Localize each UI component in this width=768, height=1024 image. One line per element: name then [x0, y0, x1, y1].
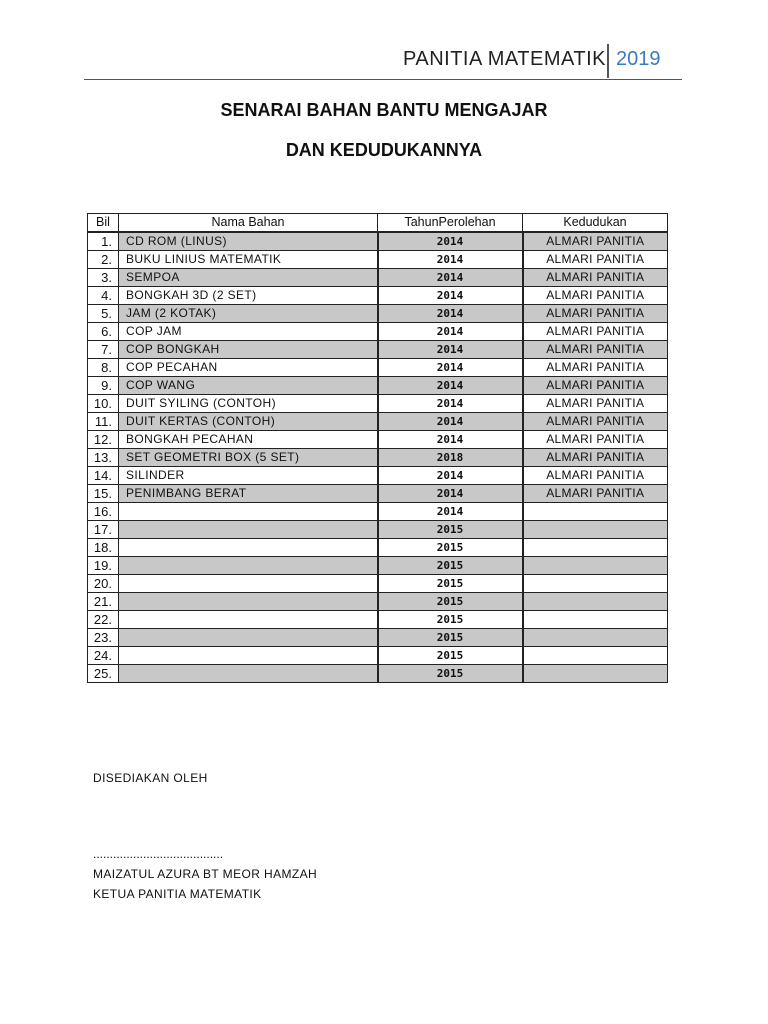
table-row	[88, 575, 668, 593]
cell-bil: 20.	[88, 575, 119, 593]
table-row	[88, 287, 668, 305]
cell-bil: 16.	[88, 503, 119, 521]
cell-tahun: 2014	[378, 341, 523, 359]
cell-kedudukan	[523, 647, 668, 665]
column-header-nama-bahan: Nama Bahan	[119, 214, 378, 233]
cell-bil: 14.	[88, 467, 119, 485]
table-row	[88, 611, 668, 629]
cell-kedudukan	[523, 593, 668, 611]
table-row	[88, 539, 668, 557]
cell-nama: SET GEOMETRI BOX (5 SET)	[119, 449, 378, 467]
document-title-line1: SENARAI BAHAN BANTU MENGAJAR	[220, 100, 548, 120]
cell-bil: 9.	[88, 377, 119, 395]
cell-kedudukan	[523, 521, 668, 539]
table-row	[88, 323, 668, 341]
cell-kedudukan: ALMARI PANITIA	[523, 269, 668, 287]
cell-tahun: 2015	[378, 557, 523, 575]
cell-bil: 1.	[88, 232, 119, 251]
table-row	[88, 377, 668, 395]
header-separator	[607, 44, 609, 78]
table-body	[88, 232, 668, 683]
materials-table	[87, 213, 668, 683]
cell-nama: BUKU LINIUS MATEMATIK	[119, 251, 378, 269]
table-row	[88, 359, 668, 377]
cell-nama	[119, 665, 378, 683]
header-title: PANITIA MATEMATIK	[403, 48, 606, 70]
cell-bil: 25.	[88, 665, 119, 683]
cell-tahun: 2014	[378, 413, 523, 431]
table-row	[88, 485, 668, 503]
cell-bil: 13.	[88, 449, 119, 467]
cell-tahun: 2015	[378, 539, 523, 557]
cell-kedudukan: ALMARI PANITIA	[523, 485, 668, 503]
cell-nama: JAM (2 KOTAK)	[119, 305, 378, 323]
cell-kedudukan	[523, 575, 668, 593]
cell-bil: 17.	[88, 521, 119, 539]
cell-kedudukan: ALMARI PANITIA	[523, 395, 668, 413]
cell-tahun: 2015	[378, 575, 523, 593]
table-row	[88, 305, 668, 323]
cell-bil: 19.	[88, 557, 119, 575]
cell-tahun: 2014	[378, 467, 523, 485]
cell-tahun: 2015	[378, 611, 523, 629]
table-row	[88, 593, 668, 611]
cell-kedudukan	[523, 539, 668, 557]
cell-kedudukan: ALMARI PANITIA	[523, 323, 668, 341]
cell-bil: 11.	[88, 413, 119, 431]
table-row	[88, 467, 668, 485]
cell-nama: COP BONGKAH	[119, 341, 378, 359]
cell-kedudukan: ALMARI PANITIA	[523, 359, 668, 377]
cell-bil: 10.	[88, 395, 119, 413]
cell-nama	[119, 503, 378, 521]
table-row	[88, 341, 668, 359]
table-row	[88, 431, 668, 449]
column-header-bil: Bil	[88, 214, 119, 233]
cell-bil: 18.	[88, 539, 119, 557]
cell-bil: 24.	[88, 647, 119, 665]
cell-bil: 21.	[88, 593, 119, 611]
cell-nama: PENIMBANG BERAT	[119, 485, 378, 503]
cell-nama	[119, 575, 378, 593]
cell-kedudukan: ALMARI PANITIA	[523, 305, 668, 323]
cell-nama: COP PECAHAN	[119, 359, 378, 377]
cell-tahun: 2015	[378, 629, 523, 647]
cell-kedudukan	[523, 557, 668, 575]
table-row	[88, 449, 668, 467]
cell-tahun: 2015	[378, 647, 523, 665]
cell-nama: DUIT KERTAS (CONTOH)	[119, 413, 378, 431]
cell-tahun: 2014	[378, 485, 523, 503]
cell-tahun: 2014	[378, 287, 523, 305]
table-row	[88, 521, 668, 539]
cell-nama	[119, 521, 378, 539]
table-row	[88, 251, 668, 269]
cell-tahun: 2014	[378, 359, 523, 377]
table-row	[88, 503, 668, 521]
cell-nama	[119, 557, 378, 575]
signature-line: .......................................	[93, 847, 224, 861]
document-title-line2: DAN KEDUDUKANNYA	[285, 140, 483, 160]
cell-tahun: 2015	[378, 665, 523, 683]
cell-kedudukan	[523, 629, 668, 647]
table-row	[88, 629, 668, 647]
cell-kedudukan: ALMARI PANITIA	[523, 341, 668, 359]
cell-bil: 4.	[88, 287, 119, 305]
cell-nama: COP WANG	[119, 377, 378, 395]
cell-nama	[119, 539, 378, 557]
cell-bil: 6.	[88, 323, 119, 341]
cell-tahun: 2014	[378, 232, 523, 251]
cell-kedudukan: ALMARI PANITIA	[523, 413, 668, 431]
header-rule	[84, 79, 682, 80]
cell-tahun: 2014	[378, 503, 523, 521]
cell-bil: 3.	[88, 269, 119, 287]
cell-bil: 12.	[88, 431, 119, 449]
cell-nama	[119, 611, 378, 629]
table-row	[88, 665, 668, 683]
cell-kedudukan	[523, 611, 668, 629]
cell-nama: BONGKAH 3D (2 SET)	[119, 287, 378, 305]
cell-bil: 15.	[88, 485, 119, 503]
cell-bil: 5.	[88, 305, 119, 323]
cell-nama: SEMPOA	[119, 269, 378, 287]
cell-kedudukan: ALMARI PANITIA	[523, 377, 668, 395]
cell-bil: 7.	[88, 341, 119, 359]
cell-nama	[119, 629, 378, 647]
table-row	[88, 413, 668, 431]
cell-bil: 22.	[88, 611, 119, 629]
cell-nama: SILINDER	[119, 467, 378, 485]
cell-kedudukan	[523, 665, 668, 683]
preparer-name: MAIZATUL AZURA BT MEOR HAMZAH	[93, 867, 318, 881]
cell-nama: CD ROM (LINUS)	[119, 232, 378, 251]
prepared-by-label: DISEDIAKAN OLEH	[93, 771, 208, 785]
table-header-row	[88, 214, 668, 233]
cell-kedudukan: ALMARI PANITIA	[523, 287, 668, 305]
table-row	[88, 232, 668, 251]
cell-bil: 8.	[88, 359, 119, 377]
cell-nama: COP JAM	[119, 323, 378, 341]
cell-tahun: 2014	[378, 377, 523, 395]
cell-tahun: 2014	[378, 323, 523, 341]
cell-nama: BONGKAH PECAHAN	[119, 431, 378, 449]
cell-nama	[119, 593, 378, 611]
cell-tahun: 2014	[378, 431, 523, 449]
cell-tahun: 2014	[378, 305, 523, 323]
cell-tahun: 2014	[378, 269, 523, 287]
cell-kedudukan: ALMARI PANITIA	[523, 232, 668, 251]
cell-tahun: 2018	[378, 449, 523, 467]
cell-kedudukan	[523, 503, 668, 521]
cell-bil: 23.	[88, 629, 119, 647]
table-row	[88, 647, 668, 665]
preparer-role: KETUA PANITIA MATEMATIK	[93, 887, 262, 901]
column-header-tahun-perolehan: TahunPerolehan	[378, 214, 523, 233]
table-row	[88, 557, 668, 575]
cell-nama	[119, 647, 378, 665]
cell-tahun: 2015	[378, 593, 523, 611]
cell-kedudukan: ALMARI PANITIA	[523, 449, 668, 467]
cell-kedudukan: ALMARI PANITIA	[523, 467, 668, 485]
cell-tahun: 2014	[378, 251, 523, 269]
cell-tahun: 2015	[378, 521, 523, 539]
column-header-kedudukan: Kedudukan	[523, 214, 668, 233]
cell-nama: DUIT SYILING (CONTOH)	[119, 395, 378, 413]
cell-kedudukan: ALMARI PANITIA	[523, 431, 668, 449]
cell-kedudukan: ALMARI PANITIA	[523, 251, 668, 269]
table-row	[88, 269, 668, 287]
table-row	[88, 395, 668, 413]
cell-bil: 2.	[88, 251, 119, 269]
cell-tahun: 2014	[378, 395, 523, 413]
header-year: 2019	[616, 48, 661, 70]
